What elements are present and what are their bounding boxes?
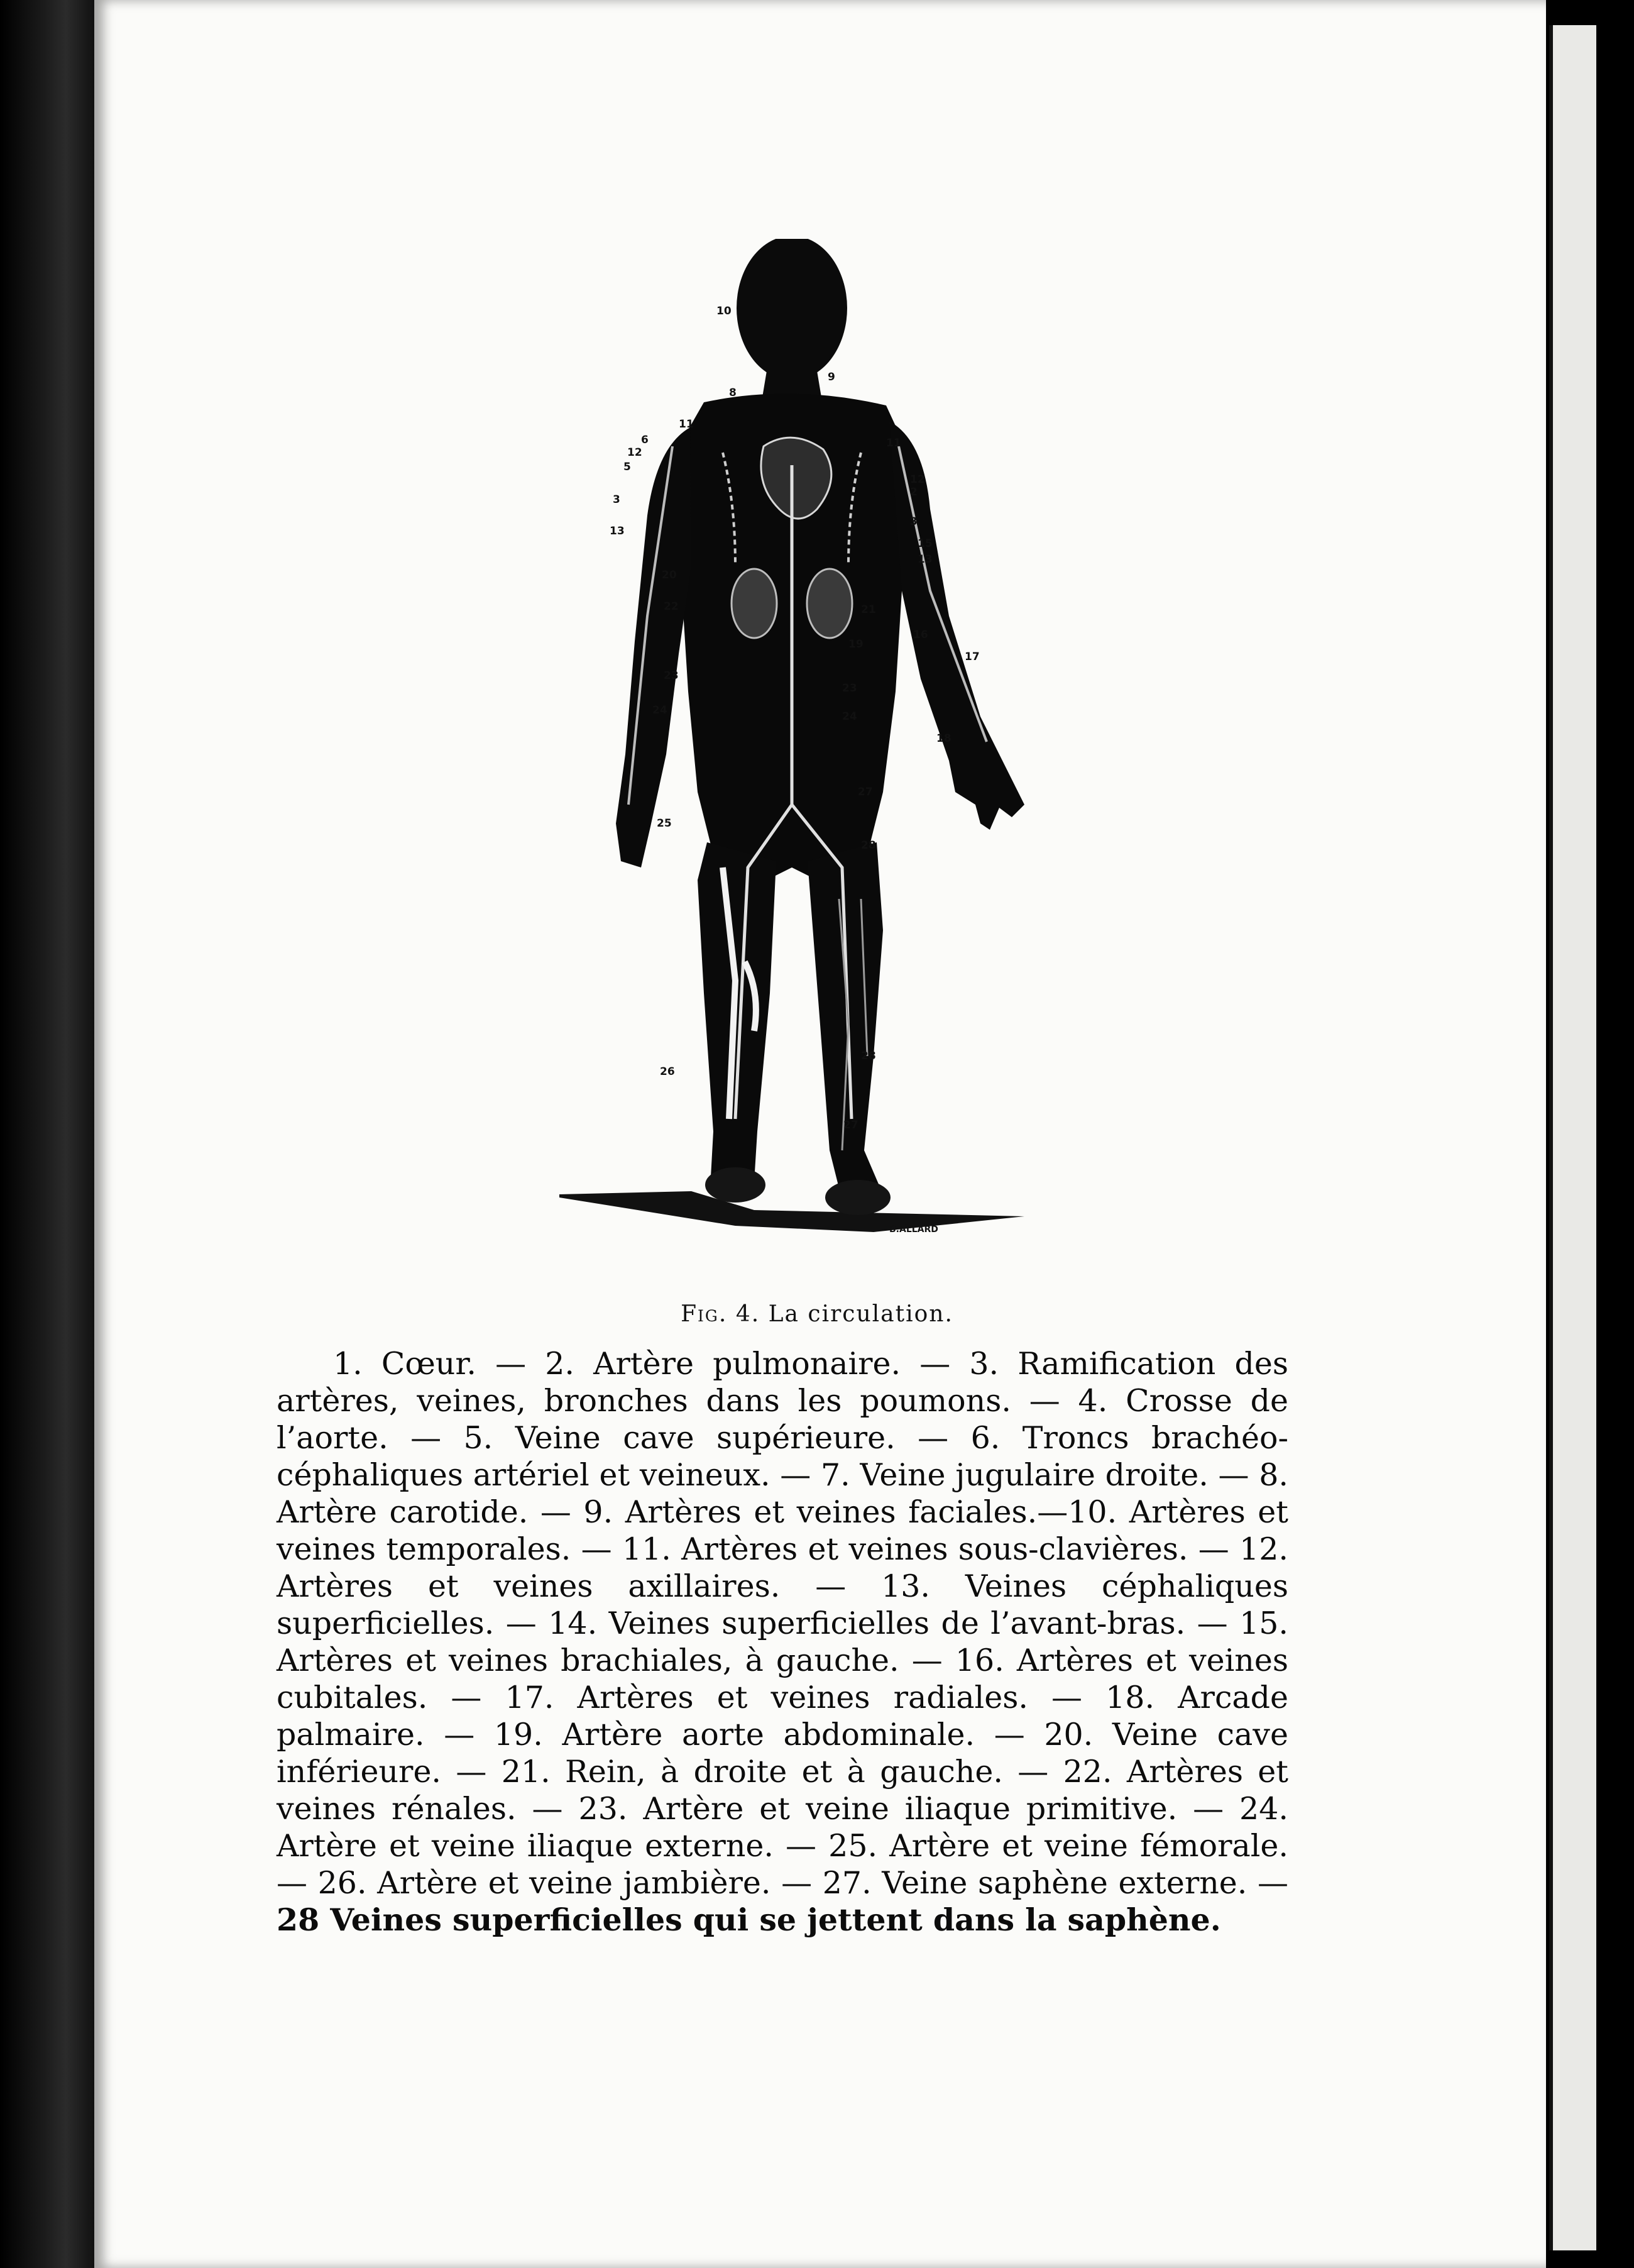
callout-label: 13 — [918, 553, 933, 566]
callout-label: 3 — [613, 493, 620, 506]
callout-label: 2 — [910, 486, 918, 498]
caption-text: 4. La circulation. — [735, 1301, 953, 1327]
caption-prefix: Fig. — [681, 1301, 728, 1327]
callout-label: 28 — [861, 839, 876, 852]
right-page-gutter-line — [1549, 25, 1553, 2250]
callout-label: 28 — [861, 1050, 876, 1062]
right-page-strip — [1552, 25, 1596, 2250]
ground-shadow — [559, 1191, 1024, 1232]
callout-label: 8 — [729, 387, 737, 399]
callout-label: 23 — [664, 669, 679, 682]
callout-label: 22 — [664, 600, 679, 613]
callout-label: 9 — [828, 371, 835, 383]
figure-legend — [277, 1345, 1288, 1939]
callout-label: 16 — [913, 629, 928, 641]
right-foot-shape — [705, 1167, 765, 1203]
callout-label: 11 — [679, 418, 694, 431]
legend-text: 1. Cœur. — 2. Artère pulmonaire. — 3. Ramification des artères, veines, bronches dans les poumons. — 4. Crosse de l’aorte. — 5. Veine cave supérieure. — 6. Troncs brachéo-céphaliques artériel et veineux. — 7. Veine jugulaire droite. — 8. Artère carotide. — 9. Artères et veines faciales.—10. Artères et veines temporales. — 11. Artères et veines sous-clavières. — 12. Artères et veines axillaires. — 13. Veines céphaliques superficielles. — 14. Veines superficielles de l’avant-bras. — 15. Artères et veines brachiales, à gauche. — 16. Artères et veines cubitales. — 17. Artères et veines radiales. — 18. Arcade palmaire. — 19. Artère aorte abdominale. — 20. Veine cave inférieure. — 21. Rein, à droite et à gauche. — 22. Artères et veines rénales. — 23. Artère et veine iliaque primitive. — 24. Artère et veine iliaque externe. — 25. Artère et veine fémorale. — 26. Artère et veine jambière. — 27. Veine saphène externe. — — [277, 1346, 1288, 1901]
callout-label: 21 — [861, 603, 876, 616]
callout-label: 12 — [627, 446, 642, 459]
legend-tail: 28 Veines superficielles qui se jettent dans la saphène. — [277, 1902, 1221, 1938]
left-foot-shape — [825, 1180, 891, 1215]
callout-label: 5 — [623, 461, 631, 473]
callout-label: 25 — [657, 817, 672, 830]
callout-label: 24 — [842, 710, 857, 723]
right-kidney-shape — [732, 569, 777, 638]
callout-label: 10 — [716, 305, 732, 317]
circulation-figure — [547, 239, 1037, 1270]
left-leg-shape — [808, 842, 883, 1201]
callout-label: 13 — [610, 525, 625, 537]
callout-label: 20 — [662, 569, 677, 581]
left-page-edge — [0, 0, 94, 2268]
circulation-illustration — [547, 239, 1037, 1270]
callout-label: 27 — [858, 786, 873, 798]
callout-label: 23 — [842, 682, 857, 695]
callout-label: 11 — [886, 437, 901, 449]
figure-caption — [251, 1301, 1383, 1327]
callout-label: 18 — [936, 732, 951, 745]
callout-label: 12 — [910, 473, 925, 486]
callout-label: 17 — [965, 651, 980, 663]
callout-label: 3 — [910, 515, 918, 528]
callout-label: 19 — [848, 638, 864, 651]
callout-label: 6 — [641, 434, 649, 446]
right-arm-shape — [616, 427, 691, 867]
callout-label: 24 — [652, 704, 667, 717]
left-kidney-shape — [807, 569, 852, 638]
callout-label: 26 — [660, 1065, 675, 1078]
callout-label: 27 — [843, 1119, 858, 1131]
engraver-signature: B.ALLARD — [889, 1225, 938, 1235]
callout-label: 15 — [918, 537, 933, 550]
head-shape — [737, 239, 847, 380]
